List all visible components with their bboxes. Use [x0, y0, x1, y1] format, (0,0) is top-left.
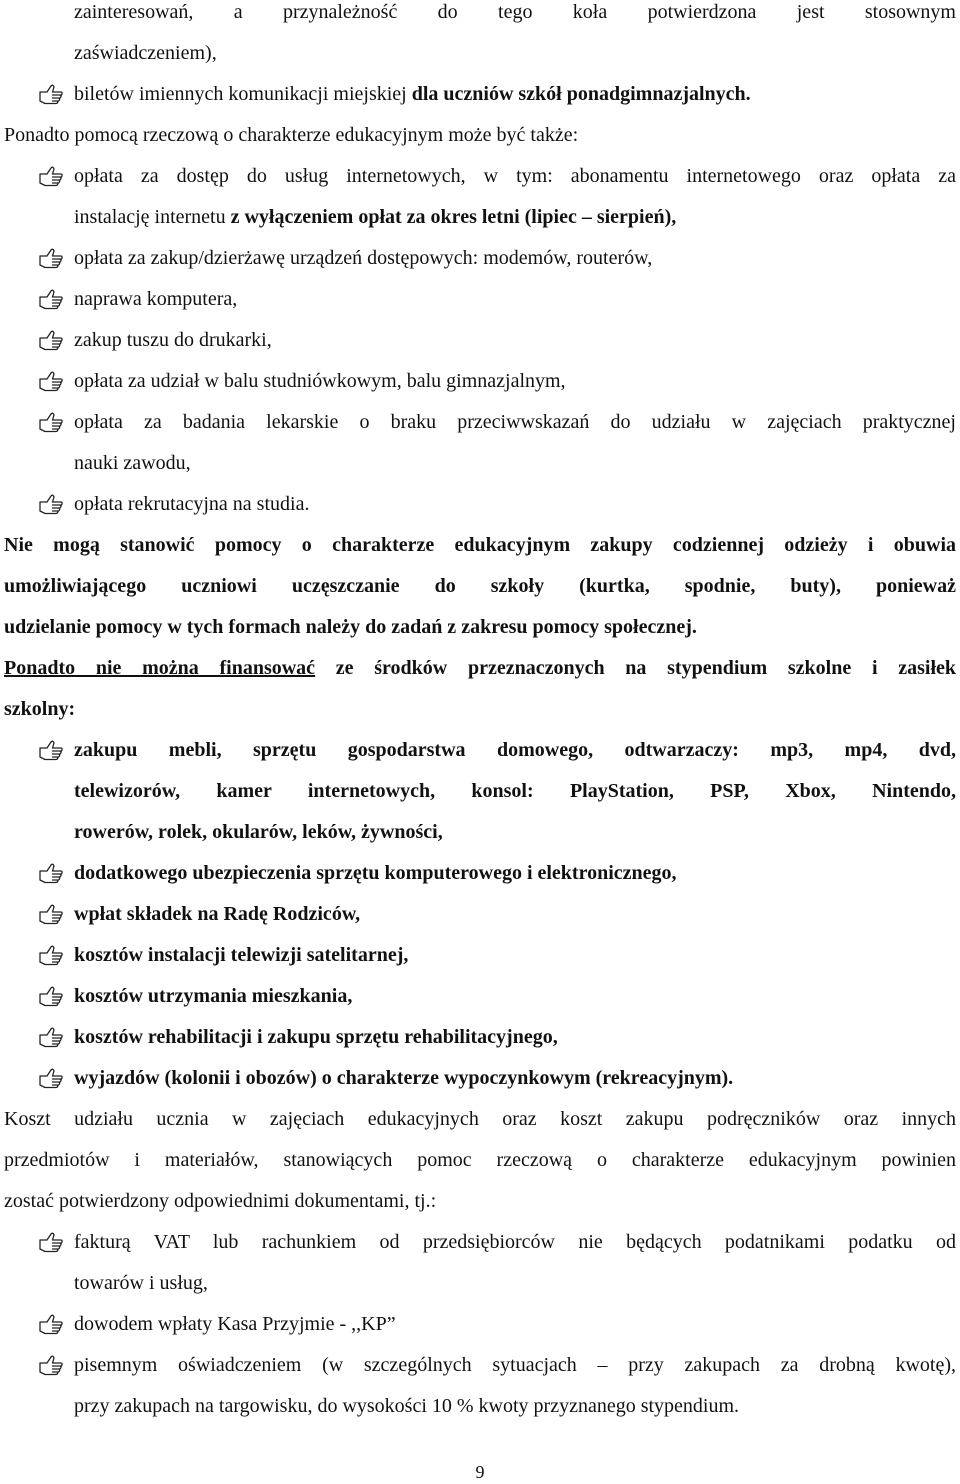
line-text	[74, 361, 956, 402]
line-text	[74, 976, 956, 1017]
pointing-hand-icon	[38, 247, 64, 269]
pointing-hand-icon	[38, 165, 64, 187]
bold-text: wpłat składek na Radę Rodziców,	[74, 903, 361, 925]
bold-text: rowerów, rolek, okularów, leków, żywności,	[74, 821, 443, 843]
bold-text: dodatkowego ubezpieczenia sprzętu komputerowego i elektronicznego,	[74, 862, 677, 884]
bold-text: kosztów utrzymania mieszkania,	[74, 985, 353, 1007]
line-text	[74, 1345, 956, 1386]
text-span: przy zakupach na targowisku, do wysokości 10 % kwoty przyznanego stypendium.	[74, 1395, 740, 1417]
page-number: 9	[475, 1462, 485, 1482]
bullet-list-item	[0, 935, 960, 976]
pointing-hand-icon	[38, 944, 64, 966]
text-span: biletów imiennych komunikacji miejskiej	[74, 83, 412, 105]
bullet-list-item	[0, 1058, 960, 1099]
text-line	[0, 33, 960, 74]
text-span: dowodem wpłaty Kasa Przyjmie - ,,KP”	[74, 1313, 396, 1335]
pointing-hand-icon	[38, 288, 64, 310]
line-text	[74, 812, 956, 853]
line-text	[74, 730, 956, 771]
line-text	[74, 1058, 956, 1099]
pointing-hand-icon	[38, 1231, 64, 1253]
text-line	[0, 1099, 960, 1140]
bullet-list-item	[0, 238, 960, 279]
text-span: opłata za dostęp do usług internetowych, w tym: abonamentu internetowego oraz opłata za	[74, 165, 956, 187]
line-text	[4, 1181, 956, 1222]
text-line	[0, 566, 960, 607]
pointing-hand-icon	[38, 1026, 64, 1048]
text-span: Koszt udziału ucznia w zajęciach edukacyjnych oraz koszt zakupu podręczników oraz innych	[4, 1108, 956, 1130]
line-text	[74, 1304, 956, 1345]
line-text	[74, 33, 956, 74]
text-line	[0, 1140, 960, 1181]
line-text	[74, 1017, 956, 1058]
text-line	[0, 115, 960, 156]
text-span: zainteresowań, a przynależność do tego koła potwierdzona jest stosownym	[74, 1, 956, 23]
text-line	[0, 1386, 960, 1427]
text-span: instalację internetu	[74, 206, 231, 228]
pointing-hand-icon	[38, 1067, 64, 1089]
text-span: naprawa komputera,	[74, 288, 238, 310]
bullet-list-item	[0, 484, 960, 525]
text-span: pisemnym oświadczeniem (w szczególnych sytuacjach – przy zakupach za drobną kwotę),	[74, 1354, 956, 1376]
text-span: opłata za zakup/dzierżawę urządzeń dostępowych: modemów, routerów,	[74, 247, 653, 269]
line-text	[4, 648, 956, 689]
underlined-text: Ponadto nie można finansować	[4, 657, 316, 679]
bullet-list-item	[0, 279, 960, 320]
line-text	[4, 566, 956, 607]
text-line	[0, 525, 960, 566]
pointing-hand-icon	[38, 739, 64, 761]
line-text	[74, 402, 956, 443]
text-span: towarów i usług,	[74, 1272, 208, 1294]
text-line	[0, 0, 960, 33]
pointing-hand-icon	[38, 1354, 64, 1376]
bold-text: kosztów rehabilitacji i zakupu sprzętu rehabilitacyjnego,	[74, 1026, 558, 1048]
line-text	[4, 1140, 956, 1181]
bullet-list-item	[0, 74, 960, 115]
line-text	[74, 484, 956, 525]
bullet-list-item	[0, 1345, 960, 1386]
bullet-list-item	[0, 361, 960, 402]
bullet-list-item	[0, 730, 960, 771]
line-text	[74, 197, 956, 238]
line-text	[4, 115, 956, 156]
line-text	[74, 279, 956, 320]
pointing-hand-icon	[38, 411, 64, 433]
bold-text: dla uczniów szkół ponadgimnazjalnych.	[411, 83, 751, 105]
text-span: opłata za udział w balu studniówkowym, balu gimnazjalnym,	[74, 370, 566, 392]
text-span: zakup tuszu do drukarki,	[74, 329, 272, 351]
text-span: nauki zawodu,	[74, 452, 191, 474]
bold-text: szkolny:	[4, 698, 76, 720]
line-text	[74, 1386, 956, 1427]
text-line	[0, 197, 960, 238]
text-line	[0, 443, 960, 484]
bold-text: telewizorów, kamer internetowych, konsol: PlayStation, PSP, Xbox, Nintendo,	[74, 780, 956, 802]
line-text	[4, 689, 956, 730]
bold-text: Nie mogą stanowić pomocy o charakterze edukacyjnym zakupy codziennej odzieży i obuwia	[4, 534, 956, 556]
pointing-hand-icon	[38, 862, 64, 884]
line-text	[74, 156, 956, 197]
text-span: Ponadto pomocą rzeczową o charakterze edukacyjnym może być także:	[4, 124, 579, 146]
pointing-hand-icon	[38, 985, 64, 1007]
line-text	[74, 74, 956, 115]
text-line	[0, 1181, 960, 1222]
bullet-list-item	[0, 976, 960, 1017]
text-line	[0, 1263, 960, 1304]
bold-text: zakupu mebli, sprzętu gospodarstwa domowego, odtwarzaczy: mp3, mp4, dvd,	[74, 739, 956, 761]
text-span: fakturą VAT lub rachunkiem od przedsiębiorców nie będących podatnikami podatku od	[74, 1231, 956, 1253]
pointing-hand-icon	[38, 903, 64, 925]
text-span: zostać potwierdzony odpowiednimi dokumentami, tj.:	[4, 1190, 437, 1212]
pointing-hand-icon	[38, 370, 64, 392]
text-span: przedmiotów i materiałów, stanowiących pomoc rzeczową o charakterze edukacyjnym powinien	[4, 1149, 956, 1171]
line-text	[4, 607, 956, 648]
bold-text: umożliwiającego uczniowi uczęszczanie do szkoły (kurtka, spodnie, buty), ponieważ	[4, 575, 956, 597]
line-text	[74, 320, 956, 361]
line-text	[74, 238, 956, 279]
pointing-hand-icon	[38, 83, 64, 105]
bullet-list-item	[0, 402, 960, 443]
bullet-list-item	[0, 1304, 960, 1345]
bullet-list-item	[0, 853, 960, 894]
line-text	[74, 1222, 956, 1263]
text-line	[0, 812, 960, 853]
bold-text: z wyłączeniem opłat za okres letni (lipiec – sierpień),	[230, 206, 677, 228]
pointing-hand-icon	[38, 493, 64, 515]
text-line	[0, 648, 960, 689]
line-text	[4, 525, 956, 566]
bold-text: udzielanie pomocy w tych formach należy do zadań z zakresu pomocy społecznej.	[4, 616, 697, 638]
line-text	[74, 935, 956, 976]
line-text	[74, 771, 956, 812]
line-text	[74, 1263, 956, 1304]
line-text	[74, 0, 956, 33]
text-line	[0, 689, 960, 730]
bullet-list-item	[0, 156, 960, 197]
text-line	[0, 607, 960, 648]
line-text	[74, 443, 956, 484]
line-text	[74, 894, 956, 935]
bold-text: kosztów instalacji telewizji satelitarnej,	[74, 944, 409, 966]
text-span: zaświadczeniem),	[74, 42, 217, 64]
pointing-hand-icon	[38, 1313, 64, 1335]
bullet-list-item	[0, 320, 960, 361]
bullet-list-item	[0, 1222, 960, 1263]
bullet-list-item	[0, 1017, 960, 1058]
text-span: opłata rekrutacyjna na studia.	[74, 493, 310, 515]
bold-text: wyjazdów (kolonii i obozów) o charakterze wypoczynkowym (rekreacyjnym).	[74, 1067, 734, 1089]
pointing-hand-icon	[38, 329, 64, 351]
text-span: opłata za badania lekarskie o braku przeciwwskazań do udziału w zajęciach praktycznej	[74, 411, 956, 433]
line-text	[4, 1099, 956, 1140]
line-text	[74, 853, 956, 894]
bold-text: ze środków przeznaczonych na stypendium szkolne i zasiłek	[315, 657, 956, 679]
text-line	[0, 771, 960, 812]
bullet-list-item	[0, 894, 960, 935]
